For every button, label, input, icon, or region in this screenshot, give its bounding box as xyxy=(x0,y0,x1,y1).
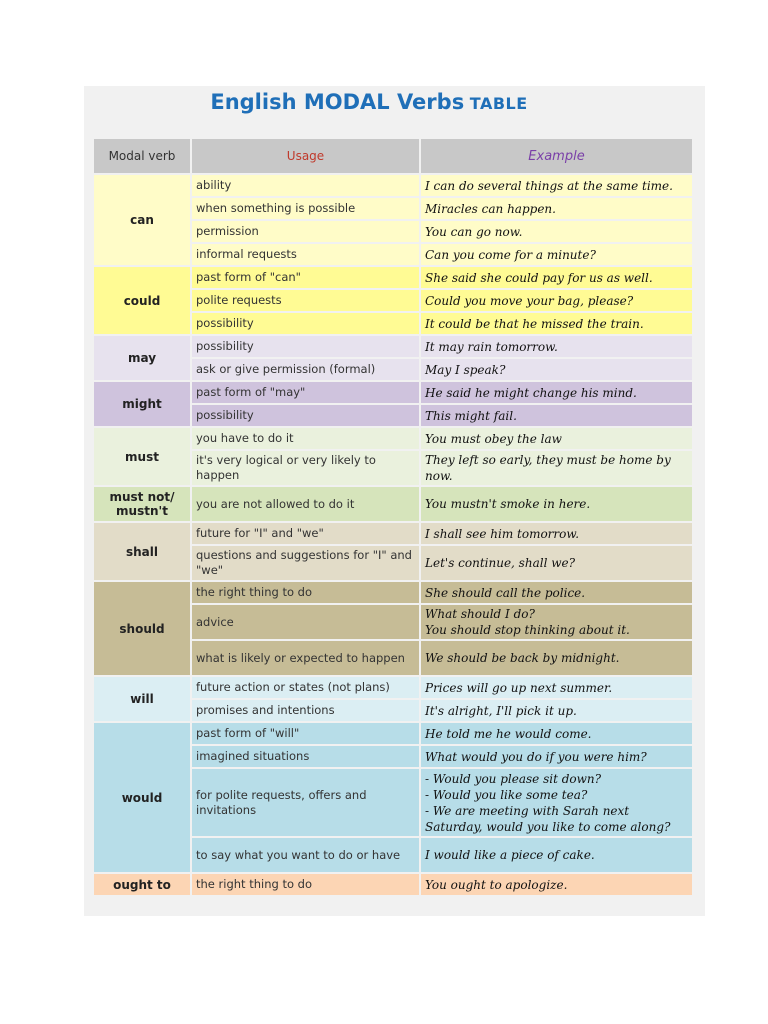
example-line: - Would you like some tea? xyxy=(425,787,588,802)
example-cell xyxy=(421,746,692,767)
usage-cell: questions and suggestions for "I" and "we" xyxy=(192,546,419,580)
modal-verb-cell: must not/ mustn't xyxy=(94,487,190,521)
table-body xyxy=(94,175,692,895)
example-line: What should I do? xyxy=(425,607,535,621)
usage-cell: for polite requests, offers and invitations xyxy=(192,769,419,836)
example-cell xyxy=(421,605,692,639)
example-cell xyxy=(421,700,692,721)
table-row xyxy=(94,428,692,449)
usage-cell: future action or states (not plans) xyxy=(192,677,419,698)
table-row xyxy=(94,523,692,544)
example-cell xyxy=(421,523,692,544)
table-row xyxy=(94,336,692,357)
example-cell xyxy=(421,244,692,265)
example-line: Let's continue, shall we? xyxy=(425,556,576,570)
example-cell xyxy=(421,336,692,357)
table-row xyxy=(94,723,692,744)
example-cell xyxy=(421,290,692,311)
usage-cell: promises and intentions xyxy=(192,700,419,721)
example-line: You should stop thinking about it. xyxy=(425,623,630,637)
modal-verb-cell: can xyxy=(94,175,190,265)
example-line: You ought to apologize. xyxy=(425,877,568,892)
usage-cell: the right thing to do xyxy=(192,874,419,895)
modal-verb-cell: could xyxy=(94,267,190,334)
example-cell xyxy=(421,723,692,744)
header-example: Example xyxy=(421,139,692,173)
modal-verb-cell: will xyxy=(94,677,190,721)
usage-cell: future for "I" and "we" xyxy=(192,523,419,544)
usage-cell: imagined situations xyxy=(192,746,419,767)
example-cell xyxy=(421,359,692,380)
example-cell xyxy=(421,267,692,288)
example-line: She said she could pay for us as well. xyxy=(425,270,653,285)
example-cell xyxy=(421,874,692,895)
example-cell xyxy=(421,838,692,872)
usage-cell: possibility xyxy=(192,336,419,357)
example-line: It could be that he missed the train. xyxy=(425,316,644,331)
example-line: What would you do if you were him? xyxy=(425,749,647,764)
modal-verb-cell: might xyxy=(94,382,190,426)
example-line: I shall see him tomorrow. xyxy=(425,526,580,541)
usage-cell: polite requests xyxy=(192,290,419,311)
modal-verb-cell: would xyxy=(94,723,190,872)
usage-cell: ask or give permission (formal) xyxy=(192,359,419,380)
usage-cell: when something is possible xyxy=(192,198,419,219)
example-line: Could you move your bag, please? xyxy=(425,293,634,308)
usage-cell: informal requests xyxy=(192,244,419,265)
title-main: English MODAL Verbs xyxy=(210,90,465,114)
modal-verb-cell: should xyxy=(94,582,190,675)
example-cell xyxy=(421,677,692,698)
usage-cell: to say what you want to do or have xyxy=(192,838,419,872)
table-row xyxy=(94,267,692,288)
usage-cell: it's very logical or very likely to happen xyxy=(192,451,419,485)
modal-verbs-table xyxy=(92,137,694,897)
example-line: - We are meeting with Sarah next Saturday, would you like to come along? xyxy=(425,803,671,834)
example-line: Can you come for a minute? xyxy=(425,247,596,262)
example-line: You must obey the law xyxy=(425,431,562,446)
example-line: I can do several things at the same time. xyxy=(425,178,673,193)
table-row xyxy=(94,874,692,895)
usage-cell: possibility xyxy=(192,405,419,426)
header-modal-verb: Modal verb xyxy=(94,139,190,173)
example-line: He told me he would come. xyxy=(425,726,592,741)
table-row xyxy=(94,677,692,698)
usage-cell: the right thing to do xyxy=(192,582,419,603)
title-suffix: TABLE xyxy=(469,94,528,113)
usage-cell: advice xyxy=(192,605,419,639)
table-row xyxy=(94,582,692,603)
modal-verb-cell: may xyxy=(94,336,190,380)
example-cell xyxy=(421,405,692,426)
usage-cell: possibility xyxy=(192,313,419,334)
table-header-row xyxy=(94,139,692,173)
example-line: They left so early, they must be home by now. xyxy=(425,453,671,483)
example-cell xyxy=(421,487,692,521)
example-cell xyxy=(421,769,692,836)
example-cell xyxy=(421,641,692,675)
example-line: He said he might change his mind. xyxy=(425,385,637,400)
example-cell xyxy=(421,382,692,403)
example-line: May I speak? xyxy=(425,362,506,377)
example-cell xyxy=(421,428,692,449)
usage-cell: past form of "will" xyxy=(192,723,419,744)
table-row xyxy=(94,175,692,196)
page-title xyxy=(84,90,654,114)
usage-cell: you are not allowed to do it xyxy=(192,487,419,521)
example-cell xyxy=(421,546,692,580)
usage-cell: past form of "can" xyxy=(192,267,419,288)
example-line: Miracles can happen. xyxy=(425,201,556,216)
example-cell xyxy=(421,198,692,219)
header-usage: Usage xyxy=(192,139,419,173)
usage-cell: permission xyxy=(192,221,419,242)
example-line: This might fail. xyxy=(425,408,517,423)
example-line: She should call the police. xyxy=(425,585,586,600)
modal-verb-cell: must xyxy=(94,428,190,485)
table-row xyxy=(94,487,692,521)
example-line: - Would you please sit down? xyxy=(425,771,602,786)
example-line: We should be back by midnight. xyxy=(425,651,620,665)
example-cell xyxy=(421,313,692,334)
table-row xyxy=(94,382,692,403)
usage-cell: past form of "may" xyxy=(192,382,419,403)
example-cell xyxy=(421,451,692,485)
example-line: I would like a piece of cake. xyxy=(425,848,595,862)
usage-cell: ability xyxy=(192,175,419,196)
usage-cell: what is likely or expected to happen xyxy=(192,641,419,675)
example-line: Prices will go up next summer. xyxy=(425,680,613,695)
example-line: You can go now. xyxy=(425,224,523,239)
example-cell xyxy=(421,175,692,196)
example-line: It may rain tomorrow. xyxy=(425,339,558,354)
example-line: You mustn't smoke in here. xyxy=(425,497,591,511)
example-line: It's alright, I'll pick it up. xyxy=(425,703,577,718)
modal-verb-cell: ought to xyxy=(94,874,190,895)
usage-cell: you have to do it xyxy=(192,428,419,449)
example-cell xyxy=(421,582,692,603)
example-cell xyxy=(421,221,692,242)
modal-verb-cell: shall xyxy=(94,523,190,580)
